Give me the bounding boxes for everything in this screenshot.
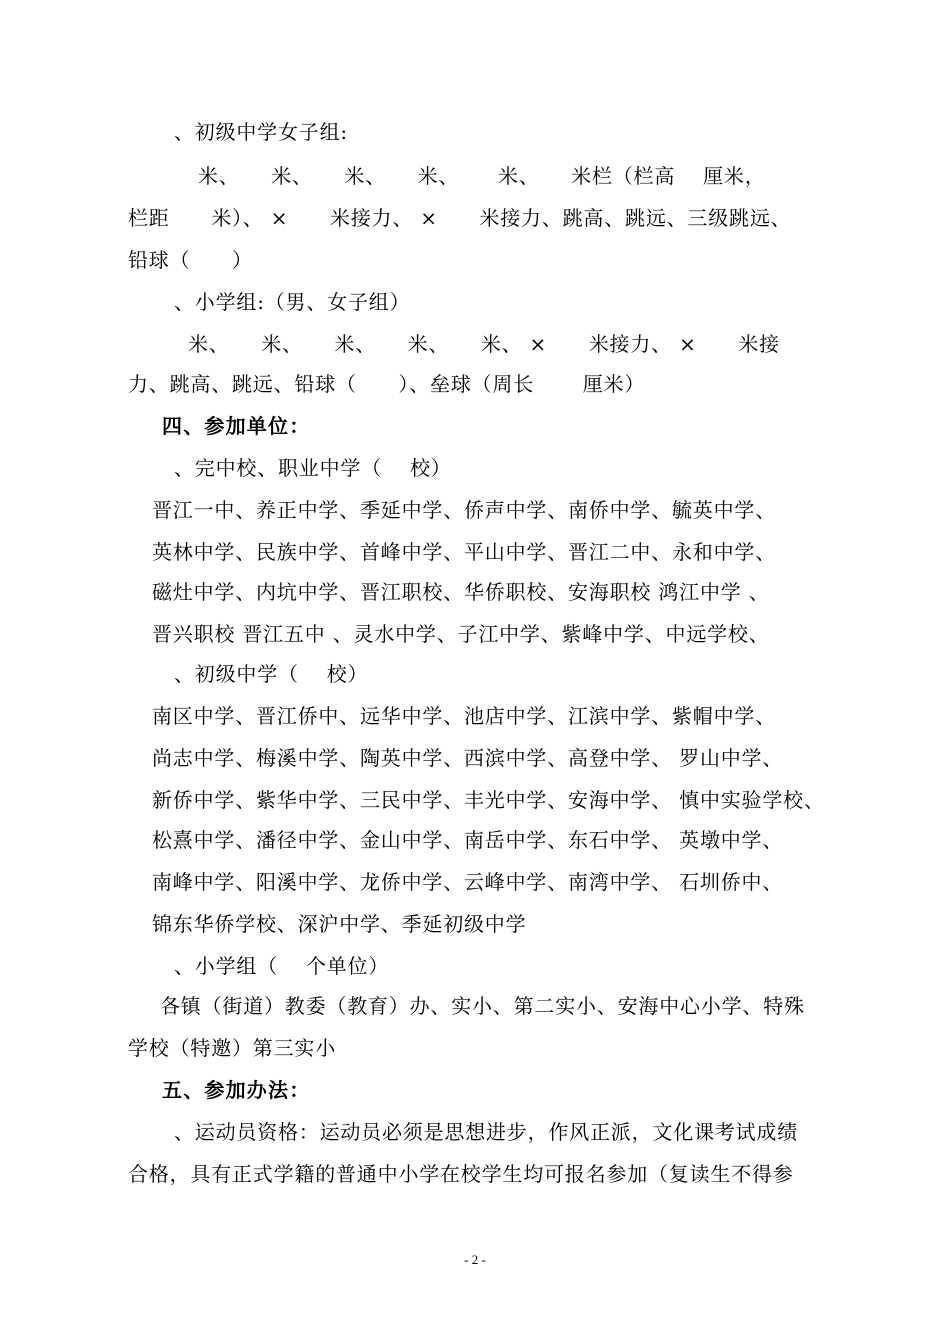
junior-schools-line-4: 松熹中学、潘径中学、金山中学、南岳中学、东石中学、 英墩中学、	[152, 828, 784, 852]
primary-events-line-1: 米、 米、 米、 米、 米、 × 米接力、 × 米接	[188, 332, 780, 356]
senior-schools-title: 、完中校、职业中学（ 校）	[174, 456, 452, 480]
junior-schools-title: 、初级中学（ 校）	[174, 662, 369, 686]
junior-schools-line-1: 南区中学、晋江侨中、远华中学、池店中学、江滨中学、紫帽中学、	[152, 704, 776, 728]
junior-schools-line-5: 南峰中学、阳溪中学、龙侨中学、云峰中学、南湾中学、 石圳侨中、	[152, 870, 784, 894]
junior-schools-line-3: 新侨中学、紫华中学、三民中学、丰光中学、安海中学、 慎中实验学校、	[152, 788, 825, 812]
girls-events-line-1: 米、 米、 米、 米、 米、 米栏（栏高 厘米，	[198, 164, 766, 188]
eligibility-line-2: 合格，具有正式学籍的普通中小学在校学生均可报名参加（复读生不得参	[128, 1162, 794, 1186]
girls-group-title: 、初级中学女子组:	[174, 120, 348, 144]
section-5-heading: 五、参加办法：	[162, 1078, 311, 1102]
senior-schools-line-4: 晋兴职校 晋江五中 、灵水中学、子江中学、紫峰中学、中远学校、	[152, 622, 770, 646]
page-number: - 2 -	[464, 1252, 486, 1267]
primary-units-line-2: 学校（特邀）第三实小	[128, 1036, 336, 1060]
senior-schools-line-1: 晋江一中、养正中学、季延中学、侨声中学、南侨中学、毓英中学、	[152, 498, 776, 522]
section-4-heading: 四、参加单位：	[162, 414, 311, 438]
primary-events-line-2: 力、跳高、跳远、铅球（ ）、垒球（周长 厘米）	[128, 372, 646, 396]
senior-schools-line-2: 英林中学、民族中学、首峰中学、平山中学、晋江二中、永和中学、	[152, 540, 776, 564]
eligibility-line-1: 、运动员资格：运动员必须是思想进步，作风正派，文化课考试成绩	[174, 1120, 798, 1144]
girls-events-line-2: 栏距 米）、 × 米接力、 × 米接力、跳高、跳远、三级跳远、	[128, 206, 792, 230]
primary-group-title: 、小学组:（男、女子组）	[174, 290, 411, 314]
primary-units-line-1: 各镇（街道）教委（教育）办、实小、第二实小、安海中心小学、特殊	[160, 994, 805, 1018]
girls-events-line-3: 铅球（ ）	[128, 248, 253, 272]
senior-schools-line-3: 磁灶中学、内坑中学、晋江职校、华侨职校、安海职校 鸿江中学 、	[152, 580, 770, 604]
junior-schools-line-2: 尚志中学、梅溪中学、陶英中学、西滨中学、高登中学、 罗山中学、	[152, 746, 784, 770]
primary-units-title: 、小学组（ 个单位）	[174, 954, 390, 978]
junior-schools-line-6: 锦东华侨学校、深沪中学、季延初级中学	[152, 912, 527, 936]
